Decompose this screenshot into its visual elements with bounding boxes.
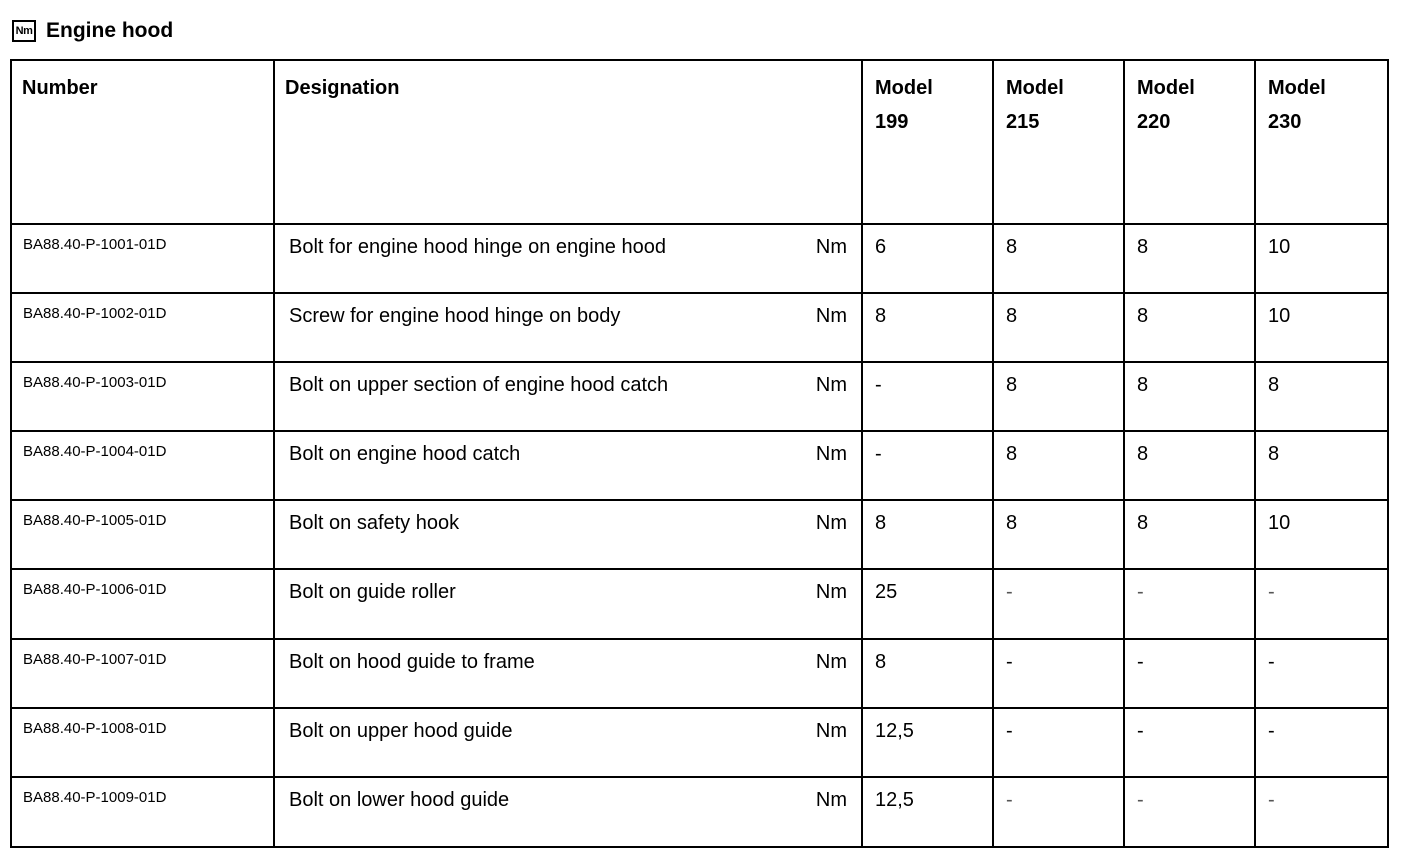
cell-model-220: 8: [1124, 431, 1255, 500]
table-header-row: [11, 60, 1388, 224]
cell-number: BA88.40-P-1003-01D: [11, 362, 274, 431]
unit-label: Nm: [815, 443, 847, 465]
cell-model-215: -: [993, 777, 1124, 847]
designation-text: Bolt on safety hook: [289, 512, 460, 534]
cell-number: BA88.40-P-1008-01D: [11, 708, 274, 777]
cell-model-199: 12,5: [862, 777, 993, 847]
unit-label: Nm: [815, 305, 847, 327]
column-header-designation: Designation: [274, 60, 862, 224]
cell-model-230: -: [1255, 639, 1388, 708]
table-row: [11, 224, 1388, 293]
column-header-model-199: Model 199: [862, 60, 993, 224]
cell-model-230: -: [1255, 708, 1388, 777]
designation-text: Screw for engine hood hinge on body: [289, 305, 621, 327]
unit-label: Nm: [815, 720, 847, 742]
cell-number: BA88.40-P-1005-01D: [11, 500, 274, 569]
cell-model-215: 8: [993, 224, 1124, 293]
table-row: [11, 639, 1388, 708]
torque-nm-icon: Nm: [12, 20, 36, 42]
cell-designation: [274, 777, 862, 847]
cell-designation: [274, 362, 862, 431]
unit-label: Nm: [815, 651, 847, 673]
designation-text: Bolt on guide roller: [289, 581, 456, 603]
cell-model-220: -: [1124, 777, 1255, 847]
cell-designation: [274, 293, 862, 362]
cell-model-220: 8: [1124, 293, 1255, 362]
cell-model-215: 8: [993, 431, 1124, 500]
designation-text: Bolt on lower hood guide: [289, 789, 510, 811]
cell-model-230: -: [1255, 777, 1388, 847]
table-row: [11, 708, 1388, 777]
unit-label: Nm: [815, 581, 847, 603]
torque-table: [10, 59, 1389, 848]
unit-label: Nm: [815, 789, 847, 811]
cell-model-230: 10: [1255, 224, 1388, 293]
cell-designation: [274, 639, 862, 708]
table-row: [11, 569, 1388, 639]
column-header-model-230: Model 230: [1255, 60, 1388, 224]
cell-designation: [274, 569, 862, 639]
cell-number: BA88.40-P-1004-01D: [11, 431, 274, 500]
cell-model-215: -: [993, 639, 1124, 708]
cell-designation: [274, 431, 862, 500]
cell-model-215: 8: [993, 500, 1124, 569]
designation-text: Bolt on engine hood catch: [289, 443, 521, 465]
table-row: [11, 362, 1388, 431]
cell-model-220: -: [1124, 569, 1255, 639]
cell-model-220: 8: [1124, 500, 1255, 569]
cell-model-230: 8: [1255, 362, 1388, 431]
cell-designation: [274, 708, 862, 777]
cell-model-230: -: [1255, 569, 1388, 639]
designation-text: Bolt for engine hood hinge on engine hood: [289, 236, 666, 258]
cell-model-220: 8: [1124, 224, 1255, 293]
cell-number: BA88.40-P-1007-01D: [11, 639, 274, 708]
cell-number: BA88.40-P-1001-01D: [11, 224, 274, 293]
cell-designation: [274, 224, 862, 293]
cell-model-230: 8: [1255, 431, 1388, 500]
column-header-number: Number: [11, 60, 274, 224]
designation-text: Bolt on upper section of engine hood catch: [289, 374, 669, 396]
cell-model-199: 8: [862, 639, 993, 708]
cell-designation: [274, 500, 862, 569]
cell-model-215: -: [993, 569, 1124, 639]
cell-model-199: 8: [862, 293, 993, 362]
table-row: [11, 500, 1388, 569]
cell-model-215: -: [993, 708, 1124, 777]
unit-label: Nm: [815, 512, 847, 534]
cell-model-199: -: [862, 431, 993, 500]
cell-model-199: 25: [862, 569, 993, 639]
column-header-model-215: Model 215: [993, 60, 1124, 224]
cell-model-215: 8: [993, 293, 1124, 362]
cell-model-199: 6: [862, 224, 993, 293]
cell-model-215: 8: [993, 362, 1124, 431]
page-title: Engine hood: [46, 19, 174, 42]
cell-model-199: 8: [862, 500, 993, 569]
cell-number: BA88.40-P-1006-01D: [11, 569, 274, 639]
cell-model-220: -: [1124, 708, 1255, 777]
cell-model-220: 8: [1124, 362, 1255, 431]
designation-text: Bolt on hood guide to frame: [289, 651, 535, 673]
cell-number: BA88.40-P-1002-01D: [11, 293, 274, 362]
cell-model-220: -: [1124, 639, 1255, 708]
cell-model-230: 10: [1255, 293, 1388, 362]
table-row: [11, 293, 1388, 362]
cell-number: BA88.40-P-1009-01D: [11, 777, 274, 847]
table-row: [11, 431, 1388, 500]
cell-model-230: 10: [1255, 500, 1388, 569]
section-header: [12, 16, 173, 46]
designation-text: Bolt on upper hood guide: [289, 720, 513, 742]
unit-label: Nm: [815, 374, 847, 396]
table-row: [11, 777, 1388, 847]
unit-label: Nm: [815, 236, 847, 258]
column-header-model-220: Model 220: [1124, 60, 1255, 224]
table-body: [11, 224, 1388, 847]
cell-model-199: -: [862, 362, 993, 431]
cell-model-199: 12,5: [862, 708, 993, 777]
